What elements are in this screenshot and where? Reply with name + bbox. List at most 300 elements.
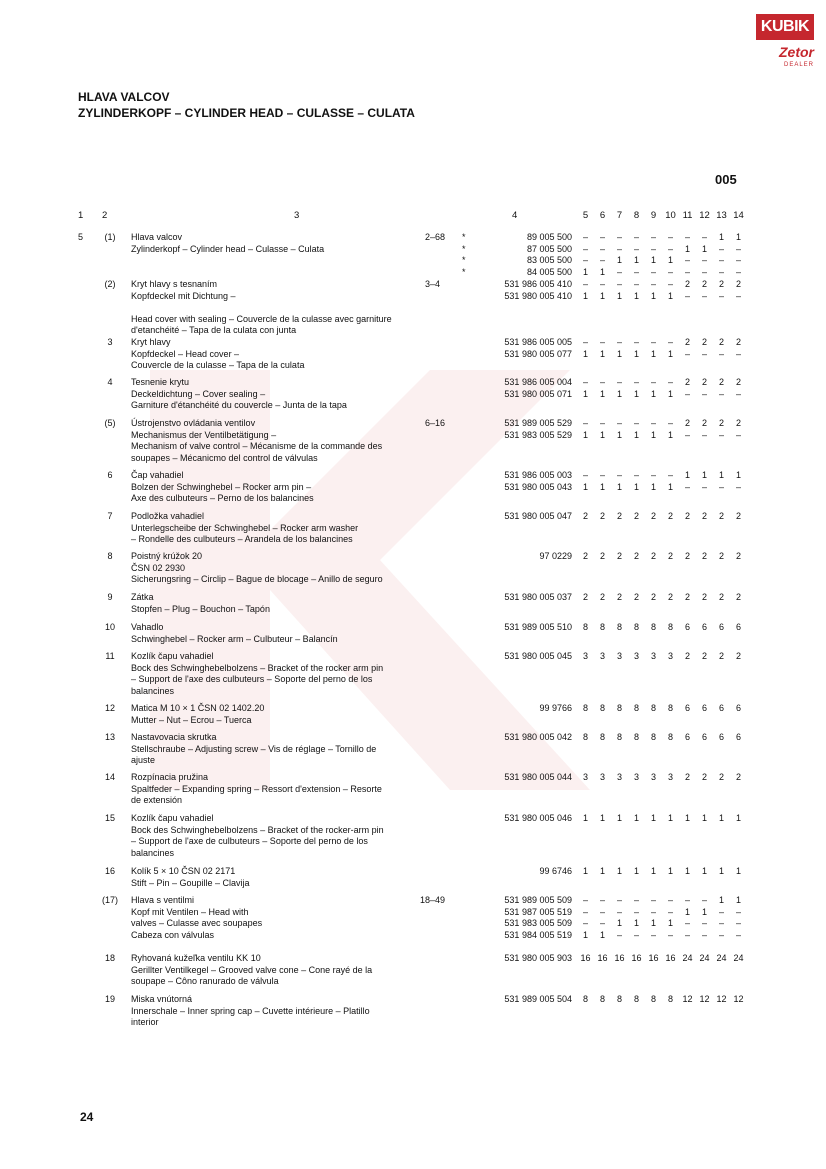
quantity-cell: – bbox=[701, 388, 707, 399]
part-description bbox=[131, 232, 471, 255]
quantity-cell: – bbox=[650, 232, 656, 242]
quantity-cell: 1 bbox=[599, 290, 605, 301]
quantity-cell: 2 bbox=[650, 592, 656, 602]
part-description bbox=[131, 772, 471, 807]
quantities bbox=[577, 622, 747, 634]
part-number-row bbox=[462, 337, 572, 349]
quantity-cell: – bbox=[667, 232, 673, 242]
variant-star bbox=[462, 389, 476, 401]
quantity-row bbox=[577, 651, 747, 663]
quantity-cell: – bbox=[735, 255, 741, 265]
quantity-cell: 1 bbox=[616, 813, 622, 823]
quantity-cell: 1 bbox=[616, 348, 622, 359]
quantity-cell: 3 bbox=[582, 772, 588, 782]
quantity-cell: 1 bbox=[582, 481, 588, 492]
page-title: HLAVA VALCOV bbox=[78, 90, 170, 104]
quantity-cell: – bbox=[616, 232, 622, 242]
quantity-cell: 2 bbox=[718, 592, 724, 602]
sub-position-number: (5) bbox=[104, 418, 116, 428]
sub-position-number: 14 bbox=[104, 772, 115, 782]
quantity-cell: 24 bbox=[733, 953, 744, 963]
variant-star bbox=[462, 907, 476, 919]
logo-zetor-text: Zetor bbox=[779, 44, 814, 60]
quantity-cell: 1 bbox=[735, 232, 741, 242]
quantity-row bbox=[577, 279, 747, 291]
quantity-cell: 1 bbox=[667, 255, 673, 265]
quantity-cell: 2 bbox=[701, 377, 707, 387]
quantity-cell: – bbox=[650, 470, 656, 480]
quantity-cell: 2 bbox=[684, 337, 690, 347]
part-number-row bbox=[462, 994, 572, 1006]
part-number: 97 0229 bbox=[539, 551, 572, 561]
quantity-cell: – bbox=[650, 929, 656, 940]
part-description bbox=[131, 470, 471, 505]
quantity-cell: 16 bbox=[631, 953, 642, 963]
description-line: Spaltfeder – Expanding spring – Ressort d'extension – Resorte bbox=[131, 783, 382, 794]
description-line: Schwinghebel – Rocker arm – Culbuteur – Balancín bbox=[131, 633, 338, 644]
quantity-row bbox=[577, 732, 747, 744]
description-line: Matica M 10 × 1 ČSN 02 1402.20 bbox=[131, 703, 265, 713]
quantity-cell: – bbox=[599, 418, 605, 428]
quantity-cell: 1 bbox=[650, 388, 656, 399]
quantity-cell: – bbox=[633, 337, 639, 347]
description-line: Kopfdeckel mit Dichtung – bbox=[131, 290, 236, 301]
quantity-cell: – bbox=[718, 388, 724, 399]
quantity-cell: 2 bbox=[684, 418, 690, 428]
quantities bbox=[577, 279, 747, 302]
quantity-cell: – bbox=[701, 255, 707, 265]
description-line: Stellschraube – Adjusting screw – Vis de réglage – Tornillo de bbox=[131, 743, 377, 754]
part-number: 531 989 005 509 bbox=[504, 895, 572, 905]
quantity-cell: – bbox=[701, 929, 707, 940]
description-line: Mechanism of valve control – Mécanisme de la commande des bbox=[131, 441, 383, 451]
quantity-cell: 24 bbox=[682, 953, 693, 963]
description-line: Kryt hlavy bbox=[131, 337, 171, 347]
part-number: 84 005 500 bbox=[526, 266, 572, 277]
sub-position-number: 4 bbox=[107, 377, 113, 387]
quantity-cell: – bbox=[718, 243, 724, 254]
quantity-cell: 6 bbox=[735, 622, 741, 632]
quantity-cell: – bbox=[633, 232, 639, 242]
quantity-cell: – bbox=[701, 918, 707, 928]
description-line: Cabeza con válvulas bbox=[131, 929, 215, 940]
description-line: Zátka bbox=[131, 592, 154, 602]
quantity-cell: 1 bbox=[718, 866, 724, 876]
description-line: interior bbox=[131, 1017, 159, 1027]
quantity-column-header: 9 bbox=[650, 210, 657, 221]
quantity-cell: – bbox=[735, 906, 741, 917]
quantity-cell: – bbox=[684, 388, 690, 399]
quantity-row bbox=[577, 337, 747, 349]
quantity-cell: 2 bbox=[701, 651, 707, 661]
quantity-cell: – bbox=[582, 337, 588, 347]
part-numbers bbox=[462, 470, 572, 493]
part-number: 531 980 005 046 bbox=[504, 813, 572, 823]
quantity-row bbox=[577, 813, 747, 825]
description-line: Bolzen der Schwinghebel – Rocker arm pin – bbox=[131, 481, 312, 492]
description-line bbox=[131, 302, 471, 314]
variant-star bbox=[462, 551, 476, 563]
part-number-row bbox=[462, 732, 572, 744]
quantity-cell: 1 bbox=[582, 813, 588, 823]
quantity-cell: – bbox=[650, 337, 656, 347]
quantity-cell: 1 bbox=[718, 232, 724, 242]
quantity-cell: 24 bbox=[699, 953, 710, 963]
variant-star bbox=[462, 813, 476, 825]
quantity-cell: 8 bbox=[633, 622, 639, 632]
quantity-cell: 1 bbox=[599, 929, 605, 940]
quantity-cell: 1 bbox=[684, 813, 690, 823]
quantity-row bbox=[577, 291, 747, 303]
quantity-cell: 6 bbox=[684, 622, 690, 632]
quantities bbox=[577, 953, 747, 965]
quantity-cell: 1 bbox=[633, 813, 639, 823]
quantity-cell: – bbox=[599, 470, 605, 480]
part-number-row bbox=[462, 703, 572, 715]
quantity-cell: 2 bbox=[684, 377, 690, 387]
quantity-cell: 6 bbox=[701, 622, 707, 632]
quantity-cell: 1 bbox=[684, 866, 690, 876]
quantity-cell: 8 bbox=[599, 622, 605, 632]
quantity-cell: 3 bbox=[650, 651, 656, 661]
quantity-cell: – bbox=[633, 470, 639, 480]
part-description bbox=[131, 551, 471, 586]
quantity-row bbox=[577, 244, 747, 256]
column-header-2: 2 bbox=[102, 210, 108, 221]
part-number: 531 980 005 047 bbox=[504, 511, 572, 521]
part-number-row bbox=[462, 267, 572, 279]
quantity-cell: 2 bbox=[633, 551, 639, 561]
quantity-cell: 1 bbox=[599, 266, 605, 277]
quantity-cell: – bbox=[599, 906, 605, 917]
sub-position-number: (1) bbox=[104, 232, 116, 242]
part-description bbox=[131, 703, 471, 726]
quantity-row bbox=[577, 511, 747, 523]
part-description bbox=[131, 813, 471, 859]
quantity-column-header: 12 bbox=[699, 210, 710, 221]
quantity-cell: – bbox=[701, 348, 707, 359]
quantity-cell: – bbox=[718, 929, 724, 940]
quantity-cell: 2 bbox=[684, 511, 690, 521]
part-description bbox=[131, 511, 471, 546]
quantity-cell: – bbox=[616, 929, 622, 940]
quantity-cell: 8 bbox=[599, 994, 605, 1004]
quantity-cell: – bbox=[701, 232, 707, 242]
quantity-cell: – bbox=[599, 895, 605, 905]
quantity-cell: – bbox=[650, 895, 656, 905]
quantity-cell: – bbox=[582, 279, 588, 289]
quantity-cell: 8 bbox=[667, 622, 673, 632]
quantity-cell: – bbox=[599, 337, 605, 347]
quantity-cell: 2 bbox=[735, 592, 741, 602]
quantity-cell: – bbox=[735, 243, 741, 254]
part-description bbox=[131, 592, 471, 615]
part-number-row bbox=[462, 349, 572, 361]
description-line: Kopfdeckel – Head cover – bbox=[131, 348, 240, 359]
part-number-row bbox=[462, 470, 572, 482]
description-line: Bock des Schwinghebelbolzens – Bracket of the rocker-arm pin bbox=[131, 824, 384, 835]
quantity-cell: 8 bbox=[667, 732, 673, 742]
part-number-row bbox=[462, 232, 572, 244]
quantity-cell: – bbox=[701, 429, 707, 440]
sub-position-number: 16 bbox=[104, 866, 115, 876]
quantity-cell: 1 bbox=[650, 813, 656, 823]
description-line: Rozpínacia pružina bbox=[131, 772, 209, 782]
quantity-cell: 1 bbox=[650, 918, 656, 928]
quantity-cell: 8 bbox=[616, 994, 622, 1004]
quantity-cell: 2 bbox=[616, 592, 622, 602]
quantity-cell: – bbox=[633, 243, 639, 254]
quantity-cell: 8 bbox=[633, 732, 639, 742]
quantity-cell: – bbox=[616, 906, 622, 917]
description-line: Garniture d'étanchéité du couvercle – Junta de la tapa bbox=[131, 400, 347, 410]
part-number-row bbox=[462, 418, 572, 430]
quantity-cell: 1 bbox=[582, 429, 588, 440]
quantity-cell: 8 bbox=[667, 703, 673, 713]
part-number: 531 980 005 077 bbox=[504, 348, 572, 359]
quantity-cell: 16 bbox=[580, 953, 591, 963]
sub-position-number: 8 bbox=[107, 551, 113, 561]
quantity-cell: 8 bbox=[582, 703, 588, 713]
quantity-cell: – bbox=[667, 906, 673, 917]
part-numbers bbox=[462, 953, 572, 965]
quantity-cell: 16 bbox=[597, 953, 608, 963]
quantity-cell: – bbox=[616, 470, 622, 480]
part-description bbox=[131, 337, 471, 372]
description-line: Unterlegscheibe der Schwinghebel – Rocker arm washer bbox=[131, 522, 359, 533]
quantity-cell: 8 bbox=[650, 994, 656, 1004]
quantity-row bbox=[577, 930, 747, 942]
quantity-cell: 1 bbox=[650, 429, 656, 440]
quantities bbox=[577, 772, 747, 784]
quantity-cell: – bbox=[735, 918, 741, 928]
part-number-row bbox=[462, 918, 572, 930]
quantity-cell: – bbox=[718, 290, 724, 301]
quantity-cell: – bbox=[667, 929, 673, 940]
quantity-row bbox=[577, 470, 747, 482]
quantity-column-header: 6 bbox=[599, 210, 606, 221]
quantity-cell: – bbox=[650, 266, 656, 277]
quantities bbox=[577, 813, 747, 825]
quantity-cell: 1 bbox=[684, 470, 690, 480]
quantity-cell: – bbox=[684, 255, 690, 265]
quantity-cell: 1 bbox=[633, 290, 639, 301]
quantity-cell: 1 bbox=[599, 429, 605, 440]
part-numbers bbox=[462, 732, 572, 744]
quantity-cell: 1 bbox=[616, 290, 622, 301]
part-description bbox=[131, 377, 471, 412]
part-number: 531 980 005 044 bbox=[504, 772, 572, 782]
quantity-cell: – bbox=[633, 377, 639, 387]
description-line: Mutter – Nut – Ecrou – Tuerca bbox=[131, 714, 252, 725]
quantity-cell: 2 bbox=[735, 377, 741, 387]
sub-position-number: 6 bbox=[107, 470, 113, 480]
part-number: 531 983 005 509 bbox=[504, 918, 572, 928]
quantity-cell: – bbox=[701, 266, 707, 277]
part-number-row bbox=[462, 930, 572, 942]
part-numbers bbox=[462, 895, 572, 941]
quantity-cell: – bbox=[684, 348, 690, 359]
variant-star bbox=[462, 377, 476, 389]
part-number: 531 986 005 003 bbox=[504, 470, 572, 480]
quantity-cell: 1 bbox=[616, 918, 622, 928]
description-line: Axe des culbuteurs – Perno de los balancines bbox=[131, 493, 314, 503]
quantity-cell: 1 bbox=[735, 895, 741, 905]
part-numbers bbox=[462, 418, 572, 441]
sub-position-number: 10 bbox=[104, 622, 115, 632]
quantity-cell: – bbox=[701, 481, 707, 492]
description-line: balancines bbox=[131, 847, 175, 858]
sub-position-number: 13 bbox=[104, 732, 115, 742]
sub-position-number: 18 bbox=[104, 953, 115, 963]
position-number: 5 bbox=[78, 232, 84, 242]
part-number-row bbox=[462, 551, 572, 563]
variant-star bbox=[462, 732, 476, 744]
description-line: Zylinderkopf – Cylinder head – Culasse – Culata bbox=[131, 243, 325, 254]
quantity-row bbox=[577, 389, 747, 401]
quantity-cell: – bbox=[684, 481, 690, 492]
description-line: Čap vahadiel bbox=[131, 470, 184, 480]
variant-star: * bbox=[462, 266, 466, 277]
variant-star bbox=[462, 291, 476, 303]
quantity-cell: 3 bbox=[650, 772, 656, 782]
page-subtitle: ZYLINDERKOPF – CYLINDER HEAD – CULASSE – CULATA bbox=[78, 106, 415, 120]
variant-star bbox=[462, 592, 476, 604]
quantity-cell: 2 bbox=[616, 551, 622, 561]
column-header-1: 1 bbox=[78, 210, 84, 221]
description-line: Poistný krúžok 20 bbox=[131, 551, 203, 561]
part-description bbox=[131, 732, 471, 767]
part-description bbox=[131, 418, 471, 464]
quantity-cell: 1 bbox=[667, 348, 673, 359]
quantity-cell: – bbox=[667, 266, 673, 277]
quantity-cell: 2 bbox=[701, 551, 707, 561]
quantity-cell: 1 bbox=[735, 813, 741, 823]
description-line: ajuste bbox=[131, 755, 156, 765]
quantity-cell: 8 bbox=[582, 994, 588, 1004]
quantity-cell: – bbox=[599, 279, 605, 289]
quantities bbox=[577, 895, 747, 941]
quantity-cell: 2 bbox=[701, 337, 707, 347]
part-number-row bbox=[462, 651, 572, 663]
quantity-cell: 8 bbox=[650, 703, 656, 713]
quantity-cell: 8 bbox=[616, 703, 622, 713]
quantity-row bbox=[577, 232, 747, 244]
quantity-cell: – bbox=[667, 337, 673, 347]
part-number-row bbox=[462, 866, 572, 878]
quantity-cell: – bbox=[616, 243, 622, 254]
quantity-cell: 1 bbox=[701, 470, 707, 480]
part-numbers bbox=[462, 622, 572, 634]
sub-position-number: 7 bbox=[107, 511, 113, 521]
quantity-cell: 6 bbox=[718, 703, 724, 713]
variant-star bbox=[462, 349, 476, 361]
description-line: Innerschale – Inner spring cap – Cuvette intérieure – Platillo bbox=[131, 1005, 370, 1016]
quantity-cell: – bbox=[735, 348, 741, 359]
quantity-cell: 2 bbox=[667, 592, 673, 602]
quantity-cell: – bbox=[667, 470, 673, 480]
description-line: Stopfen – Plug – Bouchon – Tapón bbox=[131, 603, 270, 614]
quantity-cell: 8 bbox=[582, 732, 588, 742]
quantity-cell: 2 bbox=[582, 592, 588, 602]
description-line: Bock des Schwinghebelbolzens – Bracket of the rocker arm pin bbox=[131, 662, 384, 673]
description-line: – Rondelle des culbuteurs – Arandela de los balancines bbox=[131, 534, 353, 544]
part-description bbox=[131, 279, 471, 337]
quantity-cell: 2 bbox=[735, 418, 741, 428]
quantity-row bbox=[577, 349, 747, 361]
quantity-cell: 2 bbox=[582, 511, 588, 521]
quantity-cell: 6 bbox=[735, 703, 741, 713]
quantity-cell: – bbox=[684, 290, 690, 301]
quantity-cell: 2 bbox=[718, 511, 724, 521]
quantities bbox=[577, 377, 747, 400]
quantity-cell: 1 bbox=[599, 866, 605, 876]
quantity-cell: – bbox=[667, 418, 673, 428]
quantity-cell: 2 bbox=[735, 337, 741, 347]
quantity-row bbox=[577, 772, 747, 784]
quantity-cell: 1 bbox=[633, 348, 639, 359]
part-number-row bbox=[462, 482, 572, 494]
quantity-cell: 8 bbox=[599, 732, 605, 742]
quantity-cell: 2 bbox=[633, 511, 639, 521]
quantity-cell: 2 bbox=[684, 592, 690, 602]
quantity-cell: 1 bbox=[667, 481, 673, 492]
quantity-cell: 6 bbox=[684, 732, 690, 742]
quantity-cell: – bbox=[718, 481, 724, 492]
quantity-row bbox=[577, 918, 747, 930]
quantity-cell: 3 bbox=[582, 651, 588, 661]
part-numbers bbox=[462, 511, 572, 523]
quantity-cell: – bbox=[650, 279, 656, 289]
description-line: Podložka vahadiel bbox=[131, 511, 205, 521]
variant-star: * bbox=[462, 232, 466, 242]
quantity-row bbox=[577, 866, 747, 878]
quantity-row bbox=[577, 622, 747, 634]
figure-reference: 3–4 bbox=[425, 279, 441, 289]
part-number: 531 980 005 037 bbox=[504, 592, 572, 602]
quantity-cell: 1 bbox=[582, 290, 588, 301]
quantity-cell: 1 bbox=[582, 266, 588, 277]
part-numbers bbox=[462, 813, 572, 825]
quantity-cell: – bbox=[650, 418, 656, 428]
figure-reference: 6–16 bbox=[425, 418, 446, 428]
quantity-cell: – bbox=[633, 279, 639, 289]
quantity-cell: 1 bbox=[616, 255, 622, 265]
quantity-cell: – bbox=[582, 918, 588, 928]
quantity-cell: 1 bbox=[616, 388, 622, 399]
quantity-cell: 1 bbox=[735, 470, 741, 480]
quantity-cell: 8 bbox=[650, 732, 656, 742]
description-line: Head cover with sealing – Couvercle de la culasse avec garniture bbox=[131, 313, 392, 324]
quantity-row bbox=[577, 895, 747, 907]
quantity-cell: – bbox=[582, 377, 588, 387]
quantity-cell: 1 bbox=[633, 918, 639, 928]
quantity-cell: 1 bbox=[582, 348, 588, 359]
quantity-cell: 2 bbox=[616, 511, 622, 521]
description-line: – Support de l'axe des culbuteurs – Soporte del perno de los bbox=[131, 674, 373, 684]
description-line: Sicherungsring – Circlip – Bague de blocage – Anillo de seguro bbox=[131, 574, 383, 584]
quantity-cell: 1 bbox=[667, 290, 673, 301]
description-line: Hlava valcov bbox=[131, 232, 183, 242]
column-header-4: 4 bbox=[512, 210, 518, 221]
quantity-row bbox=[577, 377, 747, 389]
variant-star bbox=[462, 337, 476, 349]
quantity-cell: 1 bbox=[582, 866, 588, 876]
quantity-cell: – bbox=[684, 929, 690, 940]
quantity-cell: 1 bbox=[667, 866, 673, 876]
quantity-cell: 2 bbox=[633, 592, 639, 602]
quantity-cell: – bbox=[718, 918, 724, 928]
